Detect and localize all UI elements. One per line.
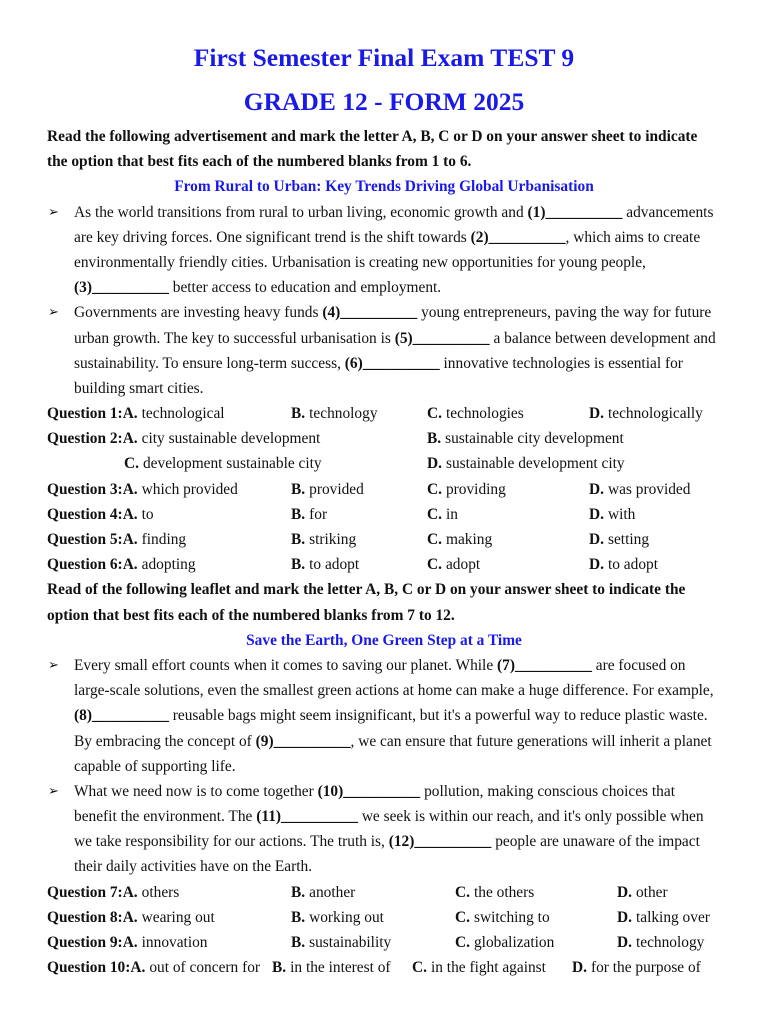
question-label: Question 4: xyxy=(47,505,123,523)
arrow-bullet-icon xyxy=(48,653,59,678)
question-1-option-b xyxy=(291,401,378,426)
option-text: with xyxy=(607,505,636,523)
answer-blank-4: (4)__________ xyxy=(322,304,418,322)
answer-blank-2: (2)__________ xyxy=(470,228,566,246)
option-letter: D. xyxy=(572,959,587,977)
passage-line xyxy=(0,275,768,300)
option-text: adopt xyxy=(445,556,481,574)
line-text: , we can ensure that future generations will inherit a planet xyxy=(350,732,712,750)
question-7-option-d xyxy=(617,880,668,905)
line-text: , which aims to create xyxy=(565,228,701,246)
option-text: working out xyxy=(309,908,384,926)
passage-line xyxy=(0,729,768,754)
question-6 xyxy=(0,552,768,577)
question-label: Question 9: xyxy=(47,934,123,951)
option-letter: A. xyxy=(122,883,138,901)
option-text: finding xyxy=(141,531,187,548)
option-letter: B. xyxy=(291,405,306,423)
option-text: providing xyxy=(445,480,506,498)
part2-instruction-line: Read of the following leaflet and mark the letter A, B, C or D on your answer sheet to indicate the xyxy=(47,581,686,599)
line-text: reusable bags might seem insignificant, but it's a powerful way to reduce plastic waste. xyxy=(168,707,708,725)
option-letter: C. xyxy=(412,959,427,977)
option-text: was provided xyxy=(607,480,691,498)
line-text: urban growth. The key to successful urbanisation is xyxy=(74,329,395,347)
passage-paragraph xyxy=(0,200,768,301)
arrow-bullet-icon xyxy=(48,300,59,325)
page-title: First Semester Final Exam TEST 9 xyxy=(193,43,575,72)
question-6-option-c xyxy=(427,552,480,577)
line-text: their daily activities have on the Earth. xyxy=(74,858,313,876)
question-9-option-c xyxy=(455,930,554,955)
question-3-option-c xyxy=(427,477,506,502)
answer-blank-5: (5)__________ xyxy=(394,329,490,347)
question-4-option-b xyxy=(291,502,327,527)
question-label: Question 2: xyxy=(47,430,123,448)
question-label: Question 1: xyxy=(47,405,123,423)
option-text: technology xyxy=(635,934,705,951)
line-text: we take responsibility for our actions. The truth is, xyxy=(74,833,389,851)
question-7-option-b xyxy=(291,880,355,905)
line-text: What we need now is to come together xyxy=(74,782,318,800)
option-letter: D. xyxy=(589,480,604,498)
part2-passage-title: Save the Earth, One Green Step at a Time xyxy=(246,631,522,649)
question-9 xyxy=(0,930,768,955)
answer-blank-10: (10)__________ xyxy=(317,782,421,800)
option-letter: A. xyxy=(122,480,138,498)
passage-paragraph xyxy=(0,653,768,779)
line-text: innovative technologies is essential for xyxy=(439,354,683,372)
question-4-option-d xyxy=(589,502,635,527)
passage-line xyxy=(0,779,768,804)
question-7 xyxy=(0,880,768,905)
option-letter: D. xyxy=(589,531,604,548)
question-1-option-a xyxy=(47,401,225,426)
page-subtitle: GRADE 12 - FORM 2025 xyxy=(243,87,525,116)
option-letter: D. xyxy=(589,405,604,423)
option-letter: B. xyxy=(291,908,306,926)
option-letter: A. xyxy=(122,934,138,951)
answer-blank-6: (6)__________ xyxy=(344,354,440,372)
question-2-option-b xyxy=(427,426,624,451)
question-3 xyxy=(0,477,768,502)
arrow-bullet-icon xyxy=(48,779,59,804)
question-6-option-d xyxy=(589,552,658,577)
option-text: other xyxy=(635,883,668,901)
line-text: As the world transitions from rural to urban living, economic growth and xyxy=(74,203,528,221)
option-letter: B. xyxy=(291,556,306,574)
line-text: sustainability. To ensure long-term success, xyxy=(74,354,345,372)
option-letter: A. xyxy=(122,405,138,423)
answer-blank-9: (9)__________ xyxy=(255,732,351,750)
option-letter: D. xyxy=(427,455,442,473)
option-text: in xyxy=(445,505,458,523)
question-8 xyxy=(0,905,768,930)
line-text: young entrepreneurs, paving the way for future xyxy=(417,304,712,322)
question-5-option-c xyxy=(427,527,492,552)
option-letter: A. xyxy=(130,959,146,977)
line-text: we seek is within our reach, and it's only possible when xyxy=(357,808,704,826)
answer-blank-7: (7)__________ xyxy=(497,656,592,674)
option-text: out of concern for xyxy=(149,959,261,977)
option-letter: A. xyxy=(122,430,138,448)
passage-line xyxy=(0,300,768,325)
passage-line xyxy=(0,703,768,728)
question-8-option-c xyxy=(455,905,550,930)
option-text: the others xyxy=(473,883,535,901)
question-8-option-a xyxy=(47,905,215,930)
question-10-option-a xyxy=(47,955,260,980)
option-text: development sustainable city xyxy=(142,455,322,473)
option-text: technological xyxy=(141,405,225,423)
answer-blank-1: (1)__________ xyxy=(527,203,623,221)
line-text: advancements xyxy=(622,203,714,221)
line-text: building smart cities. xyxy=(74,379,204,397)
question-5-option-d xyxy=(589,527,649,552)
question-label: Question 3: xyxy=(47,480,123,498)
option-text: to xyxy=(141,505,154,523)
option-letter: C. xyxy=(427,480,442,498)
passage-line xyxy=(0,326,768,351)
answer-blank-8: (8)__________ xyxy=(74,707,169,725)
option-letter: D. xyxy=(617,934,632,951)
question-1 xyxy=(0,401,768,426)
part2-questions xyxy=(0,880,768,981)
option-text: for the purpose of xyxy=(590,959,701,977)
option-text: another xyxy=(309,883,356,901)
line-text: people are unaware of the impact xyxy=(491,833,700,851)
question-9-option-a xyxy=(47,930,208,955)
option-text: which provided xyxy=(141,480,238,498)
line-text: a balance between development and xyxy=(489,329,716,347)
line-text: By embracing the concept of xyxy=(74,732,256,750)
question-label: Question 7: xyxy=(47,883,123,901)
line-text: are key driving forces. One significant trend is the shift towards xyxy=(74,228,471,246)
question-label: Question 8: xyxy=(47,908,123,926)
question-label: Question 10: xyxy=(47,959,131,977)
question-9-option-b xyxy=(291,930,391,955)
question-10-option-b xyxy=(272,955,391,980)
question-5-option-b xyxy=(291,527,356,552)
option-letter: C. xyxy=(427,405,442,423)
option-letter: B. xyxy=(291,883,306,901)
option-text: to adopt xyxy=(607,556,658,574)
option-text: striking xyxy=(309,531,357,548)
passage-line xyxy=(0,653,768,678)
answer-blank-11: (11)__________ xyxy=(256,808,358,826)
question-4-option-c xyxy=(427,502,458,527)
exam-body xyxy=(0,124,768,980)
passage-line xyxy=(0,678,768,703)
line-text: better access to education and employment. xyxy=(168,279,442,297)
line-text: pollution, making conscious choices that xyxy=(420,782,675,800)
option-text: others xyxy=(141,883,180,901)
option-text: city sustainable development xyxy=(141,430,321,448)
line-text: Governments are investing heavy funds xyxy=(74,304,323,322)
passage-line xyxy=(0,804,768,829)
option-letter: C. xyxy=(124,455,139,473)
question-7-option-c xyxy=(455,880,534,905)
option-text: adopting xyxy=(141,556,196,574)
option-letter: D. xyxy=(589,505,604,523)
option-letter: B. xyxy=(291,934,306,951)
option-letter: A. xyxy=(122,531,138,548)
question-7-option-a xyxy=(47,880,179,905)
option-text: sustainability xyxy=(309,934,392,951)
option-text: innovation xyxy=(141,934,208,951)
passage-line xyxy=(0,754,768,779)
question-6-option-b xyxy=(291,552,359,577)
option-text: setting xyxy=(607,531,650,548)
line-text: are focused on xyxy=(591,656,686,674)
option-text: globalization xyxy=(473,934,555,951)
option-letter: D. xyxy=(589,556,604,574)
option-text: talking over xyxy=(635,908,710,926)
option-letter: A. xyxy=(122,908,138,926)
line-text: capable of supporting life. xyxy=(74,757,236,775)
option-letter: B. xyxy=(291,480,306,498)
line-text: benefit the environment. The xyxy=(74,808,257,826)
part2-instruction-line: option that best fits each of the numbered blanks from 7 to 12. xyxy=(47,606,455,624)
option-letter: C. xyxy=(455,934,470,951)
option-letter: C. xyxy=(427,531,442,548)
arrow-bullet-icon xyxy=(48,200,59,225)
question-3-option-d xyxy=(589,477,690,502)
option-letter: B. xyxy=(272,959,287,977)
option-text: for xyxy=(309,505,328,523)
question-4 xyxy=(0,502,768,527)
line-text: environmentally friendly cities. Urbanisation is creating new opportunities for young people, xyxy=(74,253,646,271)
question-10-option-c xyxy=(412,955,546,980)
option-letter: A. xyxy=(122,505,138,523)
option-text: technology xyxy=(309,405,378,423)
question-3-option-a xyxy=(47,477,238,502)
question-5-option-a xyxy=(47,527,186,552)
passage-line xyxy=(0,225,768,250)
option-text: sustainable development city xyxy=(445,455,625,473)
question-6-option-a xyxy=(47,552,196,577)
question-10 xyxy=(0,955,768,980)
part1-passage-title: From Rural to Urban: Key Trends Driving Global Urbanisation xyxy=(174,178,594,196)
part1-instruction-line: the option that best fits each of the numbered blanks from 1 to 6. xyxy=(47,153,472,171)
option-letter: C. xyxy=(427,505,442,523)
question-label: Question 5: xyxy=(47,531,123,548)
line-text: Every small effort counts when it comes to saving our planet. While xyxy=(74,656,498,674)
option-text: switching to xyxy=(473,908,550,926)
option-letter: C. xyxy=(455,908,470,926)
answer-blank-12: (12)__________ xyxy=(388,833,492,851)
question-2-option-a xyxy=(47,426,320,451)
question-10-option-d xyxy=(572,955,701,980)
answer-blank-3: (3)__________ xyxy=(74,279,169,297)
option-text: to adopt xyxy=(309,556,360,574)
option-letter: C. xyxy=(427,556,442,574)
passage-line xyxy=(0,376,768,401)
question-1-option-d xyxy=(589,401,703,426)
part1-instruction-line: Read the following advertisement and mark the letter A, B, C or D on your answer sheet to indicate xyxy=(47,128,698,145)
option-text: making xyxy=(445,531,493,548)
question-8-option-d xyxy=(617,905,710,930)
question-4-option-a xyxy=(47,502,154,527)
question-2-option-d xyxy=(427,451,625,476)
option-text: technologies xyxy=(445,405,524,423)
option-letter: D. xyxy=(617,883,632,901)
option-letter: B. xyxy=(427,430,442,448)
option-letter: C. xyxy=(455,883,470,901)
passage-line xyxy=(0,351,768,376)
question-8-option-b xyxy=(291,905,384,930)
line-text: large-scale solutions, even the smallest green actions at home can make a huge difference. For example, xyxy=(74,682,714,700)
passage-line xyxy=(0,200,768,225)
passage-line xyxy=(0,250,768,275)
option-text: in the interest of xyxy=(290,959,391,977)
passage-line xyxy=(0,854,768,879)
question-2 xyxy=(0,426,768,451)
question-1-option-c xyxy=(427,401,524,426)
option-letter: B. xyxy=(291,531,306,548)
option-letter: B. xyxy=(291,505,306,523)
option-text: wearing out xyxy=(141,908,215,926)
passage-line xyxy=(0,829,768,854)
option-text: provided xyxy=(309,480,364,498)
option-letter: A. xyxy=(122,556,138,574)
question-9-option-d xyxy=(617,930,704,955)
question-label: Question 6: xyxy=(47,556,123,574)
question-2-continued xyxy=(0,451,768,476)
option-text: in the fight against xyxy=(430,959,546,977)
part1-questions xyxy=(0,401,768,577)
question-3-option-b xyxy=(291,477,364,502)
option-letter: D. xyxy=(617,908,632,926)
question-5 xyxy=(0,527,768,552)
question-2-option-c xyxy=(124,451,322,476)
option-text: technologically xyxy=(607,405,703,423)
passage-paragraph xyxy=(0,300,768,401)
passage-paragraph xyxy=(0,779,768,880)
option-text: sustainable city development xyxy=(445,430,624,448)
